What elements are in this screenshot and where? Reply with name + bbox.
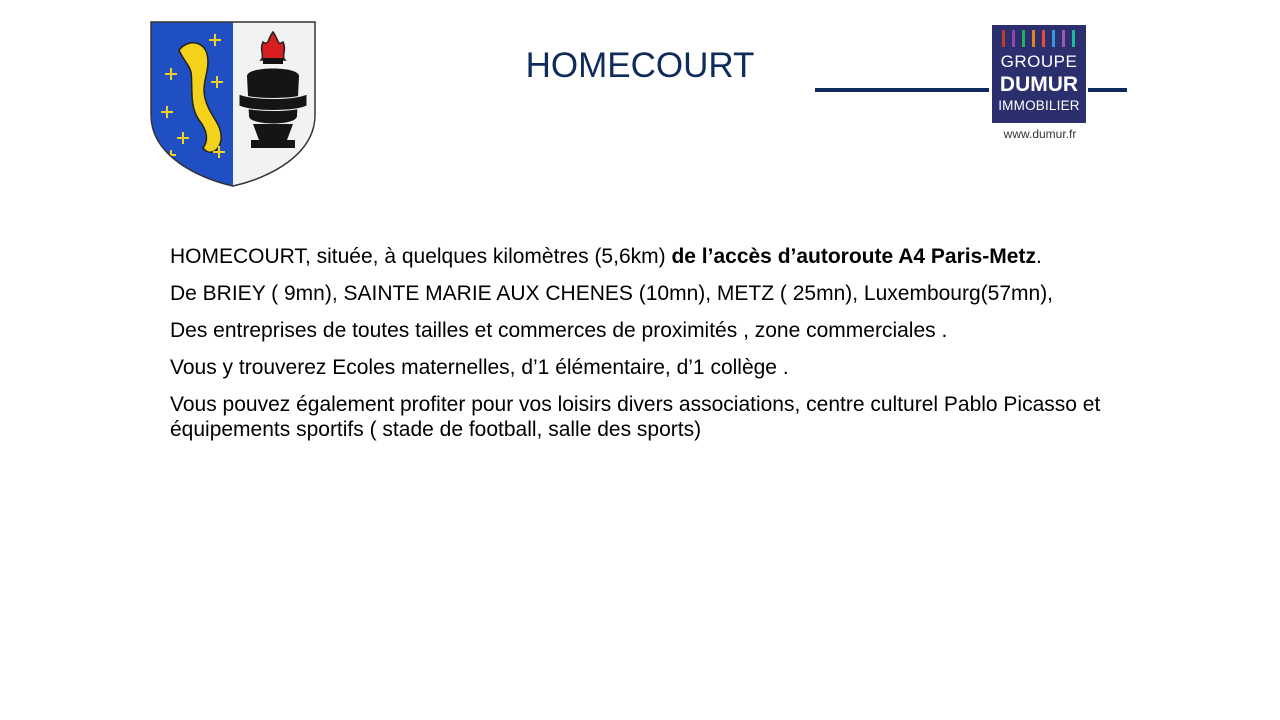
paragraph-access-highlight: de l’accès d’autoroute A4 Paris-Metz	[671, 245, 1036, 268]
logo-bar	[1002, 30, 1005, 47]
logo-bar	[1022, 30, 1025, 47]
coat-of-arms	[149, 20, 317, 188]
logo-bar	[1012, 30, 1015, 47]
logo-color-bars	[1002, 30, 1076, 48]
logo-text-dumur: DUMUR	[999, 73, 1079, 96]
logo-bar	[1052, 30, 1055, 47]
paragraph-distances: De BRIEY ( 9mn), SAINTE MARIE AUX CHENES (10mn), METZ ( 25mn), Luxembourg(57mn),	[170, 282, 1054, 305]
paragraph-leisure: Vous pouvez également profiter pour vos loisirs divers associations, centre culturel Pablo Picasso et équipements sportifs ( stade de football, salle des sports)	[170, 393, 1101, 441]
logo-text-groupe: GROUPE	[1000, 52, 1078, 71]
paragraph-businesses: Des entreprises de toutes tailles et commerces de proximités , zone commerciales .	[170, 319, 948, 342]
slide-body	[170, 244, 1130, 454]
title-rule-left	[815, 88, 989, 92]
page-title: HOMECOURT	[525, 46, 755, 85]
title-rule-right	[1088, 88, 1127, 92]
logo-bar	[1042, 30, 1045, 47]
logo-bar	[1062, 30, 1065, 47]
logo-bar	[1072, 30, 1075, 47]
paragraph-access	[170, 244, 1130, 269]
logo-bar	[1032, 30, 1035, 47]
paragraph-schools: Vous y trouverez Ecoles maternelles, d’1 élémentaire, d’1 collège .	[170, 356, 789, 379]
logo-url: www.dumur.fr	[1003, 127, 1077, 141]
paragraph-access-intro: HOMECOURT, située, à quelques kilomètres (5,6km)	[170, 245, 672, 268]
logo-text-immobilier: IMMOBILIER	[998, 98, 1080, 113]
dumur-logo	[992, 25, 1086, 123]
paragraph-access-end: .	[1035, 245, 1042, 268]
